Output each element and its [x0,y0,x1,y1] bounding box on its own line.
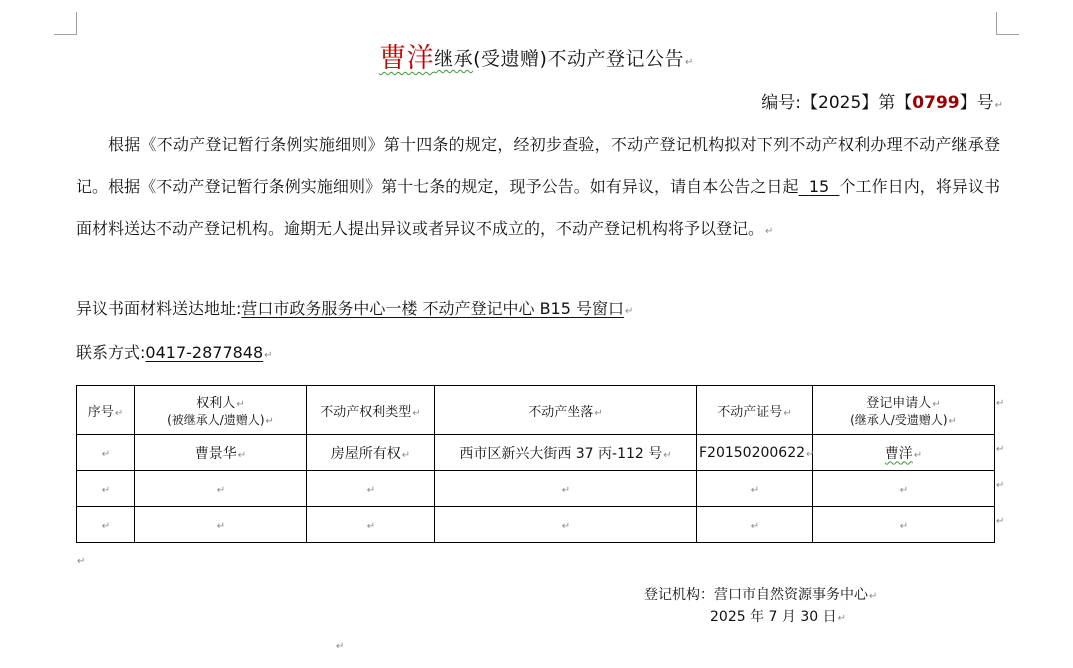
cell-right-type [307,471,435,507]
cell-mark: ↵ [265,416,274,427]
header-location [435,386,697,435]
cell-mark: ↵ [561,484,571,496]
paragraph-mark: ↵ [336,641,345,652]
row-end-mark: ↵ [996,480,1005,491]
signature-org: 登记机构：营口市自然资源事务中心 [644,587,868,603]
cell-mark: ↵ [663,449,672,461]
address-label: 异议书面材料送达地址: [76,299,242,318]
header-seq [77,386,135,435]
page-corner-top-left [54,12,77,35]
cell-mark: ↵ [806,448,815,460]
contact-value: 0417-2877848 [145,343,264,362]
notice-paragraph [76,124,1000,253]
cell-right-type [307,435,435,471]
paragraph-mark: ↵ [684,57,694,68]
table-header-row [77,386,995,435]
title-inherit: 继承 [434,48,474,70]
doc-number-prefix: 编号:【2025】第【 [761,93,913,113]
cell-mark: ↵ [561,520,571,532]
notice-title [0,36,1073,75]
table-row [77,435,995,471]
cell-holder [135,435,307,471]
cell-mark: ↵ [783,407,792,419]
notice-days [799,177,840,196]
header-holder-label: 权利人 [196,396,236,411]
registration-table [76,385,995,543]
contact-info [76,340,273,363]
cell-mark: ↵ [932,399,941,410]
header-applicant-sub: (继承人/受遗赠人) [850,413,948,427]
cell-mark: ↵ [101,448,111,460]
cell-location [435,471,697,507]
cell-seq [77,507,135,543]
doc-number-value: 0799 [912,93,960,113]
cell-mark: ↵ [101,520,111,532]
cell-value: 曹景华 [194,445,237,462]
cell-cert-no [697,507,813,543]
cell-mark: ↵ [750,484,760,496]
paragraph-mark: ↵ [869,591,878,602]
cell-mark: ↵ [899,520,909,532]
doc-number-suffix: 】号 [959,93,994,113]
cell-location [435,507,697,543]
header-cert-no [697,386,813,435]
header-location-label: 不动产坐落 [528,404,594,420]
cell-mark: ↵ [401,449,411,461]
cell-mark: ↵ [366,484,376,496]
objection-address [76,296,633,319]
cell-mark: ↵ [236,399,245,410]
cell-mark: ↵ [366,520,376,532]
row-end-mark: ↵ [996,516,1005,527]
cell-value: 房屋所有权 [330,445,401,462]
header-applicant-label: 登记申请人 [866,396,932,411]
paragraph-mark: ↵ [77,556,86,567]
cell-mark: ↵ [237,449,247,461]
paragraph-mark: ↵ [264,350,273,361]
document-number [761,88,1003,113]
row-end-mark: ↵ [996,444,1005,455]
header-right-type-label: 不动产权利类型 [320,404,412,420]
cell-value: 曹洋 [884,445,913,462]
notice-body [76,124,1000,253]
notice-text-part2: 个工作日内，将异议书面材料送达不动产登记机构。逾期无人提出异议或者异议不成立的，不动产登记机构将予以登记。 [76,177,1001,238]
table-row [77,507,995,543]
cell-value: F20150200622 [699,444,806,461]
title-name: 曹洋 [379,43,435,74]
address-value: 营口市政务服务中心一楼 不动产登记中心 B15 号窗口 [241,299,625,318]
signature-date: 2025 年 7 月 30 日 [710,609,837,625]
paragraph-mark: ↵ [765,226,774,237]
cell-holder [135,507,307,543]
cell-mark: ↵ [114,407,124,419]
cell-mark: ↵ [412,407,421,419]
notice-text-part1: 根据《不动产登记暂行条例实施细则》第十四条的规定，经初步查验，不动产登记机构拟对下列不动产权利办理不动产继承登记。根据《不动产登记暂行条例实施细则》第十七条的规定，现予公告。如有异议，请自本公告之日起 [76,135,1000,196]
cell-right-type [307,507,435,543]
cell-value: 西市区新兴大街西 37 丙-112 号 [459,445,663,462]
page-corner-top-right [996,12,1019,35]
cell-mark: ↵ [216,520,226,532]
cell-applicant [813,471,995,507]
cell-mark: ↵ [216,484,226,496]
cell-applicant [813,435,995,471]
header-applicant [813,386,995,435]
cell-mark: ↵ [750,520,760,532]
cell-seq [77,471,135,507]
cell-seq [77,435,135,471]
signature-block [644,585,877,629]
cell-mark: ↵ [948,416,957,427]
header-holder [135,386,307,435]
table-row [77,471,995,507]
cell-cert-no [697,471,813,507]
paragraph-mark: ↵ [625,306,634,317]
paragraph-mark: ↵ [994,100,1003,111]
title-rest: (受遗赠)不动产登记公告 [473,48,684,70]
header-cert-no-label: 不动产证号 [717,404,783,420]
cell-mark: ↵ [101,484,111,496]
cell-cert-no [697,435,813,471]
cell-applicant [813,507,995,543]
cell-mark: ↵ [913,449,923,461]
cell-mark: ↵ [594,407,603,419]
header-holder-sub: (被继承人/遗赠人) [167,413,265,427]
cell-holder [135,471,307,507]
contact-label: 联系方式: [76,343,146,362]
header-seq-label: 序号 [87,404,114,420]
notice-days-value: 15 [808,177,830,196]
row-end-mark: ↵ [996,398,1005,409]
cell-mark: ↵ [899,484,909,496]
header-right-type [307,386,435,435]
cell-location [435,435,697,471]
paragraph-mark: ↵ [837,613,846,624]
